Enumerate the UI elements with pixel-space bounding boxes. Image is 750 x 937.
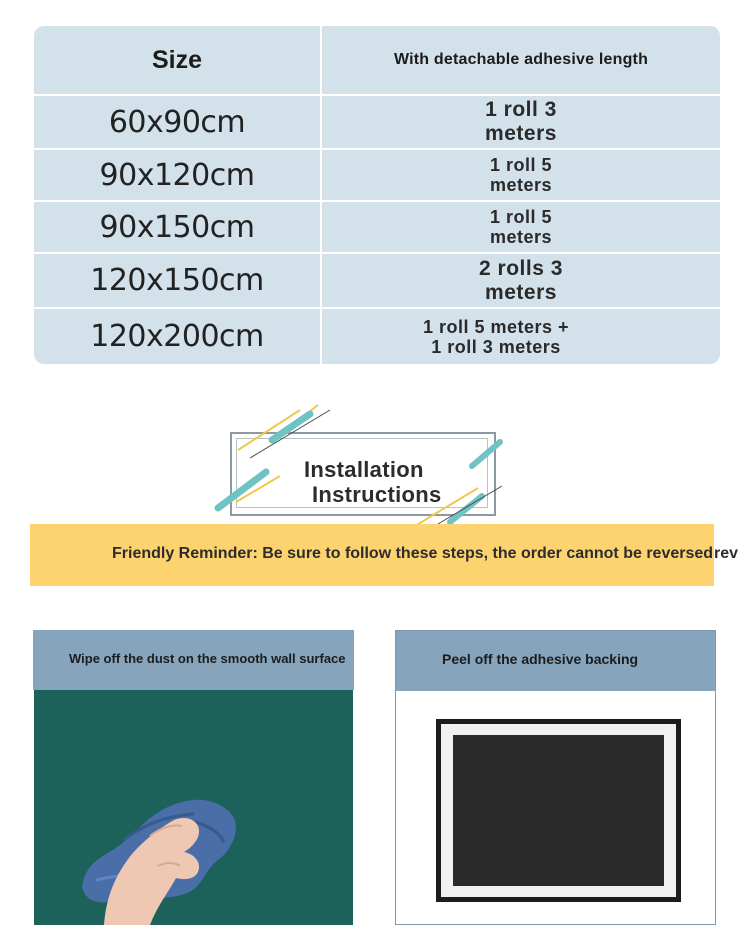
table-row — [34, 96, 720, 148]
size-cell: 120x200cm — [90, 319, 264, 354]
installation-title-line1: Installation — [304, 457, 424, 482]
blackboard-surface — [453, 735, 664, 886]
table-row — [34, 150, 720, 200]
hand-wiping-wall-icon — [34, 690, 353, 925]
size-table — [34, 26, 720, 364]
table-row — [34, 202, 720, 252]
installation-title-line2: Instructions — [312, 482, 442, 507]
installation-banner — [210, 400, 520, 530]
step-title: Wipe off the dust on the smooth wall surface — [69, 651, 346, 666]
friendly-reminder-bar — [30, 524, 714, 586]
table-row — [34, 254, 720, 307]
step-caption — [396, 631, 715, 691]
adhesive-cell: 1 roll 5 meters + 1 roll 3 meters — [422, 316, 570, 357]
table-column-divider — [320, 26, 322, 364]
step-title: Peel off the adhesive backing — [442, 651, 639, 667]
step-caption — [33, 630, 354, 690]
size-cell: 60x90cm — [108, 104, 246, 140]
adhesive-border — [441, 724, 676, 897]
reminder-text: Friendly Reminder: Be sure to follow these steps, the order cannot be reversed — [112, 545, 714, 562]
adhesive-cell: 1 roll 3 meters — [485, 98, 557, 145]
adhesive-cell: 2 rolls 3 meters — [479, 256, 563, 304]
adhesive-cell: 1 roll 5 meters — [489, 207, 553, 247]
size-cell: 90x150cm — [99, 209, 255, 245]
adhesive-column-header: With detachable adhesive length — [393, 51, 649, 68]
size-column-header: Size — [151, 45, 203, 74]
installation-title — [304, 457, 442, 507]
size-cell: 90x120cm — [99, 157, 255, 193]
step-peel-backing — [395, 630, 716, 925]
wall-wiping-photo — [34, 690, 353, 925]
table-header-row — [34, 26, 720, 94]
table-row — [34, 309, 720, 364]
size-cell: 120x150cm — [90, 263, 264, 298]
adhesive-cell: 1 roll 5 meters — [489, 155, 553, 195]
reminder-overflow-text: rev — [714, 545, 739, 562]
step-wipe-dust — [33, 630, 354, 925]
blackboard-frame-icon — [436, 719, 681, 902]
